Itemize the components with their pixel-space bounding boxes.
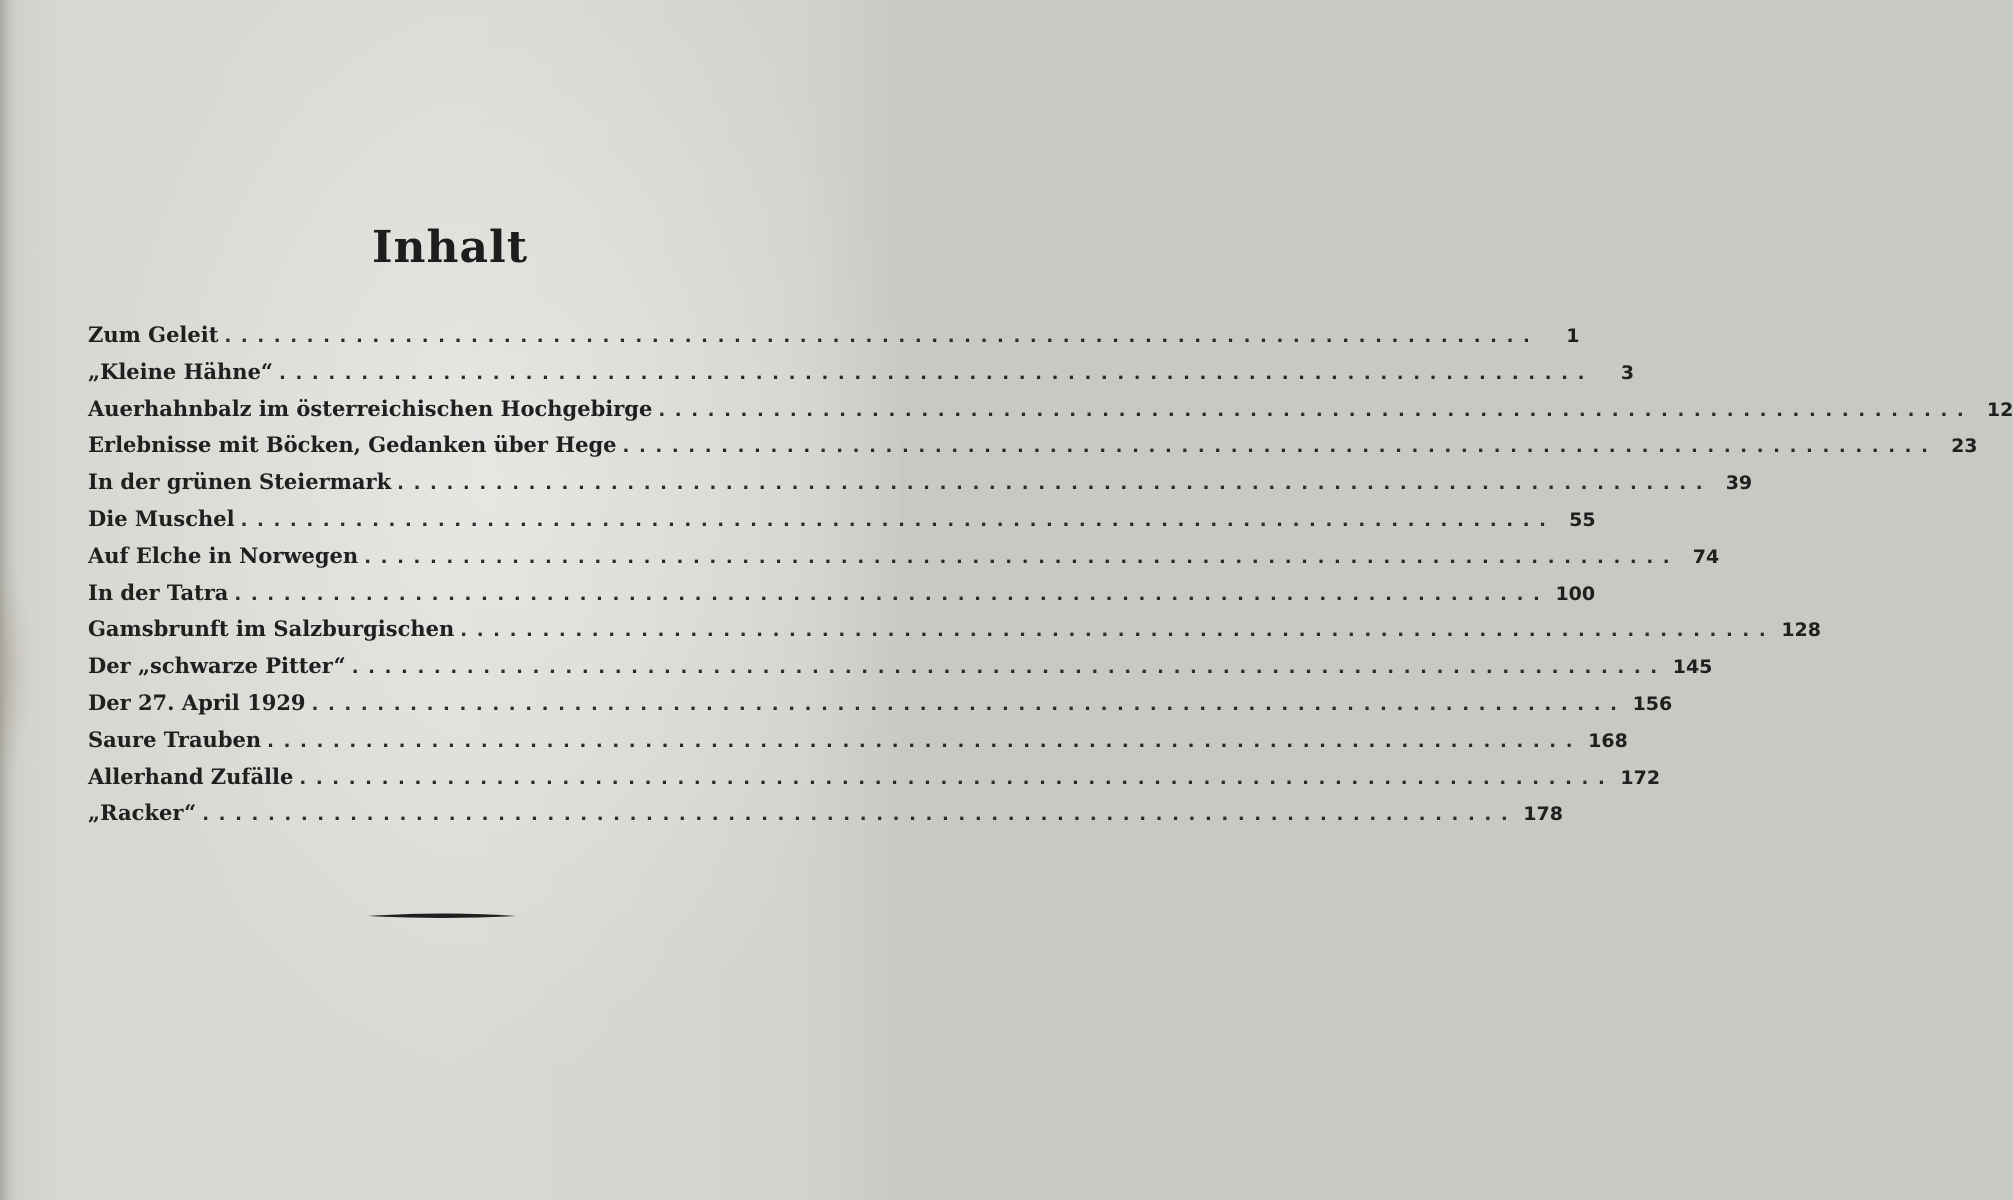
dot-leader: ................................................................................: [267, 730, 1583, 752]
toc-entry-page-number: 55: [1569, 508, 1596, 531]
toc-entry-title: Auerhahnbalz im österreichischen Hochgebirge: [88, 395, 653, 421]
toc-entry-title: Die Muschel: [88, 505, 235, 531]
toc-entry: [88, 395, 2013, 433]
toc-entry-page-number: 172: [1620, 766, 1661, 789]
toc-entry-title: In der Tatra: [88, 579, 229, 605]
table-of-contents: [88, 322, 2013, 837]
toc-entry-title: Saure Trauben: [88, 726, 262, 752]
toc-entry-page-number: 168: [1588, 729, 1628, 752]
toc-entry-title: Erlebnisse mit Böcken, Gedanken über Hege: [88, 432, 617, 458]
toc-entry: [88, 322, 1580, 359]
toc-entry-page-number: 156: [1632, 692, 1673, 715]
toc-entry-page-number: 100: [1555, 582, 1596, 605]
ornamental-rule: [368, 912, 516, 920]
dot-leader: ................................................................................: [240, 509, 1556, 531]
page-title: Inhalt: [371, 222, 529, 273]
toc-entry: [88, 469, 1753, 506]
toc-entry-page-number: 145: [1672, 656, 1713, 679]
toc-entry: [88, 505, 1596, 543]
toc-entry: [88, 616, 1821, 653]
toc-entry: [88, 763, 1661, 801]
toc-entry-page-number: 23: [1951, 435, 1978, 458]
toc-entry-title: Der 27. April 1929: [88, 689, 306, 715]
dot-leader: ................................................................................: [234, 583, 1550, 605]
toc-entry: [88, 689, 1673, 727]
dot-leader: ................................................................................: [397, 473, 1713, 495]
toc-entry-title: Zum Geleit: [88, 322, 219, 347]
toc-entry-page-number: 12: [1986, 398, 2013, 421]
toc-entry-page-number: 3: [1620, 361, 1635, 384]
dot-leader: ................................................................................: [299, 767, 1615, 789]
dot-leader: ................................................................................: [364, 546, 1680, 568]
toc-entry-title: Der „schwarze Pitter“: [88, 653, 346, 679]
toc-entry: [88, 579, 1596, 617]
dot-leader: ................................................................................: [224, 326, 1540, 347]
toc-entry: [88, 726, 1628, 764]
dot-leader: ................................................................................: [622, 436, 1938, 458]
toc-entry: [88, 653, 1713, 690]
dot-leader: ................................................................................: [311, 693, 1627, 715]
toc-entry-title: Auf Elche in Norwegen: [88, 542, 359, 568]
toc-entry-title: „Racker“: [88, 800, 197, 826]
dot-leader: ................................................................................: [460, 620, 1776, 642]
toc-entry-page-number: 178: [1523, 803, 1563, 826]
toc-entry-title: In der grünen Steiermark: [88, 469, 392, 495]
dot-leader: ................................................................................: [351, 657, 1667, 679]
toc-entry: [88, 800, 1563, 837]
dot-leader: ................................................................................: [279, 362, 1595, 384]
toc-entry-page-number: 1: [1566, 325, 1580, 347]
toc-entry-page-number: 128: [1781, 619, 1821, 642]
toc-entry-page-number: 74: [1692, 545, 1720, 568]
toc-entry-title: „Kleine Hähne“: [88, 358, 274, 384]
dot-leader: ................................................................................: [202, 804, 1518, 826]
toc-entry: [88, 358, 1635, 396]
dot-leader: ................................................................................: [658, 399, 1974, 421]
toc-entry-title: Allerhand Zufälle: [88, 763, 294, 789]
toc-entry-page-number: 39: [1725, 472, 1753, 495]
toc-entry-title: Gamsbrunft im Salzburgischen: [88, 616, 455, 642]
toc-entry: [88, 542, 1720, 580]
page-stain: [0, 560, 34, 780]
toc-entry: [88, 432, 1978, 469]
